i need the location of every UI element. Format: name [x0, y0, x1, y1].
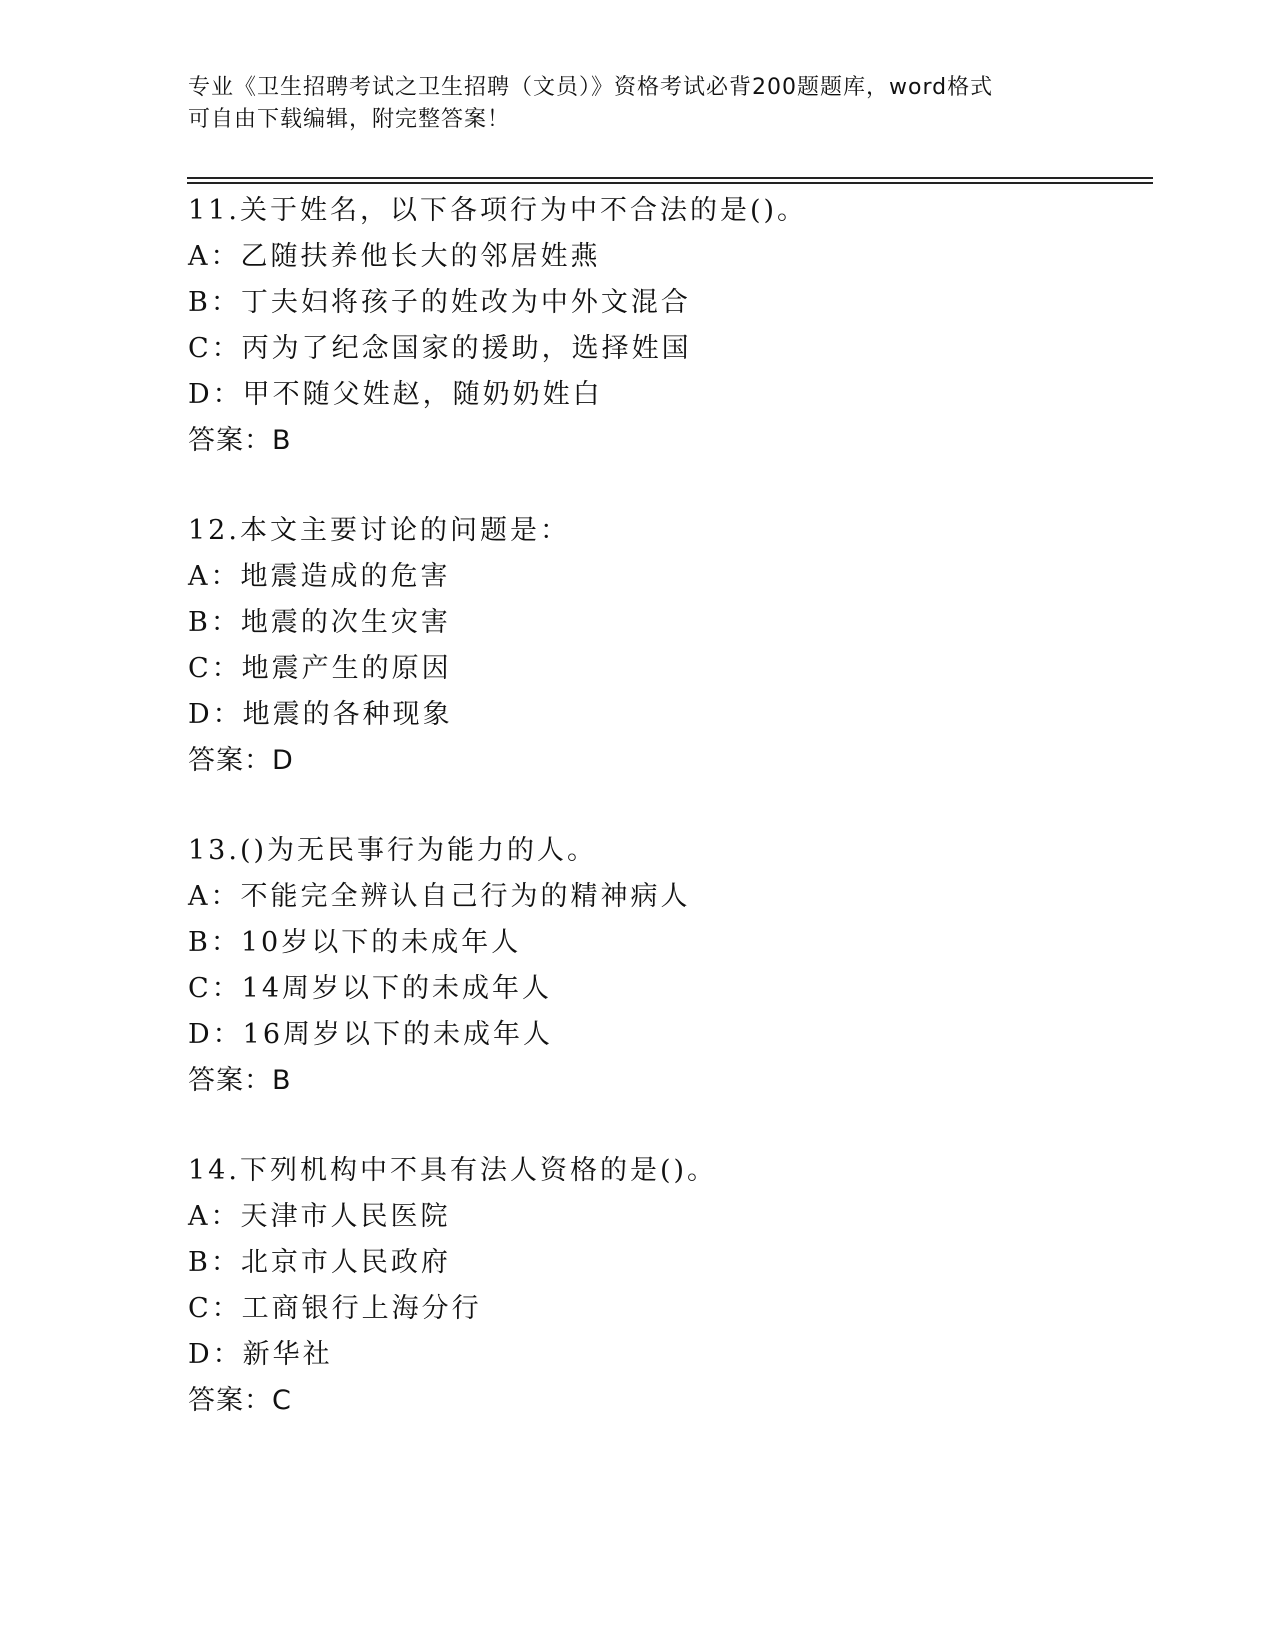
answer-line: 答案：D [188, 745, 294, 776]
option-a: A：不能完全辨认自己行为的精神病人 [188, 881, 691, 912]
option-d: D：新华社 [188, 1339, 333, 1370]
answer-line: 答案：B [188, 1065, 292, 1096]
question-13 [188, 828, 1168, 1148]
header-divider-bottom [187, 182, 1153, 184]
question-12 [188, 508, 1168, 828]
answer-line: 答案：B [188, 425, 292, 456]
question-11 [188, 188, 1168, 508]
option-c: C：工商银行上海分行 [188, 1293, 482, 1324]
document-header [188, 72, 1088, 136]
option-d: D：地震的各种现象 [188, 699, 453, 730]
option-a: A：天津市人民医院 [188, 1201, 451, 1232]
header-line-1: 专业《卫生招聘考试之卫生招聘（文员）》资格考试必背200题题库，word格式 [188, 75, 994, 100]
option-c: C：地震产生的原因 [188, 653, 452, 684]
option-a: A：地震造成的危害 [188, 561, 451, 592]
option-a: A：乙随扶养他长大的邻居姓燕 [188, 241, 601, 272]
question-14 [188, 1148, 1168, 1468]
question-stem: 14.下列机构中不具有法人资格的是()。 [188, 1155, 718, 1186]
option-b: B：丁夫妇将孩子的姓改为中外文混合 [188, 287, 691, 318]
question-stem: 11.关于姓名，以下各项行为中不合法的是()。 [188, 195, 808, 226]
question-stem: 12.本文主要讨论的问题是： [188, 515, 570, 546]
option-b: B：地震的次生灾害 [188, 607, 451, 638]
option-c: C：14周岁以下的未成年人 [188, 973, 553, 1004]
header-line-2: 可自由下载编辑，附完整答案！ [188, 107, 511, 132]
option-b: B：北京市人民政府 [188, 1247, 451, 1278]
answer-line: 答案：C [188, 1385, 292, 1416]
option-c: C：丙为了纪念国家的援助，选择姓国 [188, 333, 692, 364]
question-list [188, 188, 1168, 1468]
question-stem: 13.()为无民事行为能力的人。 [188, 835, 598, 866]
option-b: B：10岁以下的未成年人 [188, 927, 522, 958]
header-divider-top [187, 177, 1153, 179]
option-d: D：甲不随父姓赵，随奶奶姓白 [188, 379, 603, 410]
option-d: D：16周岁以下的未成年人 [188, 1019, 554, 1050]
